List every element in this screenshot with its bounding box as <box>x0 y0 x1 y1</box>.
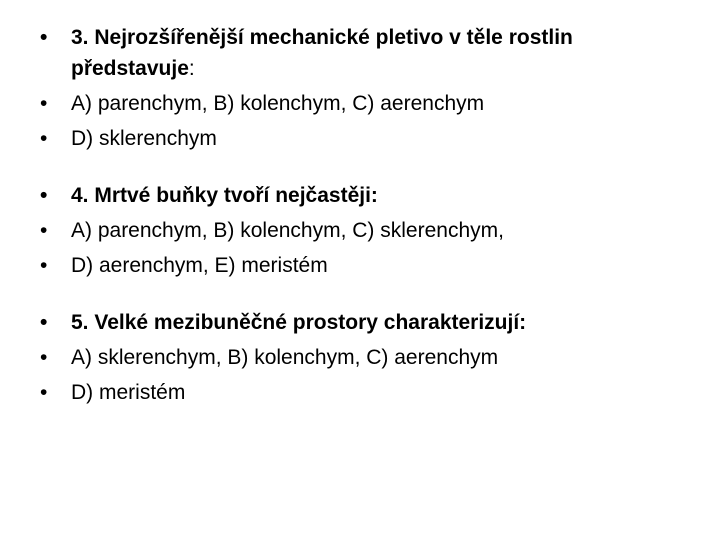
question-3-colon: : <box>188 57 195 80</box>
answer-options-text: A) parenchym, B) kolenchym, C) sklerenchym, <box>71 219 504 242</box>
answer-options <box>40 88 690 119</box>
answer-options <box>40 250 690 281</box>
question-4-text: 4. Mrtvé buňky tvoří nejčastěji: <box>71 184 378 207</box>
bullet-icon: • <box>40 346 48 369</box>
bullet-icon: • <box>40 26 48 49</box>
bullet-icon: • <box>40 219 48 242</box>
bullet-icon: • <box>40 92 48 115</box>
slide-content <box>40 22 690 434</box>
question-5 <box>40 307 690 338</box>
question-group-3 <box>40 22 690 154</box>
question-group-5 <box>40 307 690 408</box>
answer-options-text: A) sklerenchym, B) kolenchym, C) aerenchym <box>71 346 499 369</box>
bullet-icon: • <box>40 381 48 404</box>
answer-options <box>40 123 690 154</box>
answer-options-text: D) meristém <box>71 381 186 404</box>
bullet-icon: • <box>40 127 48 150</box>
question-group-4 <box>40 180 690 281</box>
bullet-icon: • <box>40 184 48 207</box>
answer-options <box>40 215 690 246</box>
question-3-text: 3. Nejrozšířenější mechanické pletivo v těle rostlin představuje <box>71 26 573 80</box>
question-5-text: 5. Velké mezibuněčné prostory charakterizují: <box>71 311 527 334</box>
bullet-icon: • <box>40 254 48 277</box>
answer-options <box>40 342 690 373</box>
answer-options-text: D) aerenchym, E) meristém <box>71 254 328 277</box>
answer-options-text: A) parenchym, B) kolenchym, C) aerenchym <box>71 92 485 115</box>
question-3 <box>40 22 690 84</box>
bullet-icon: • <box>40 311 48 334</box>
answer-options-text: D) sklerenchym <box>71 127 217 150</box>
question-4 <box>40 180 690 211</box>
answer-options <box>40 377 690 408</box>
